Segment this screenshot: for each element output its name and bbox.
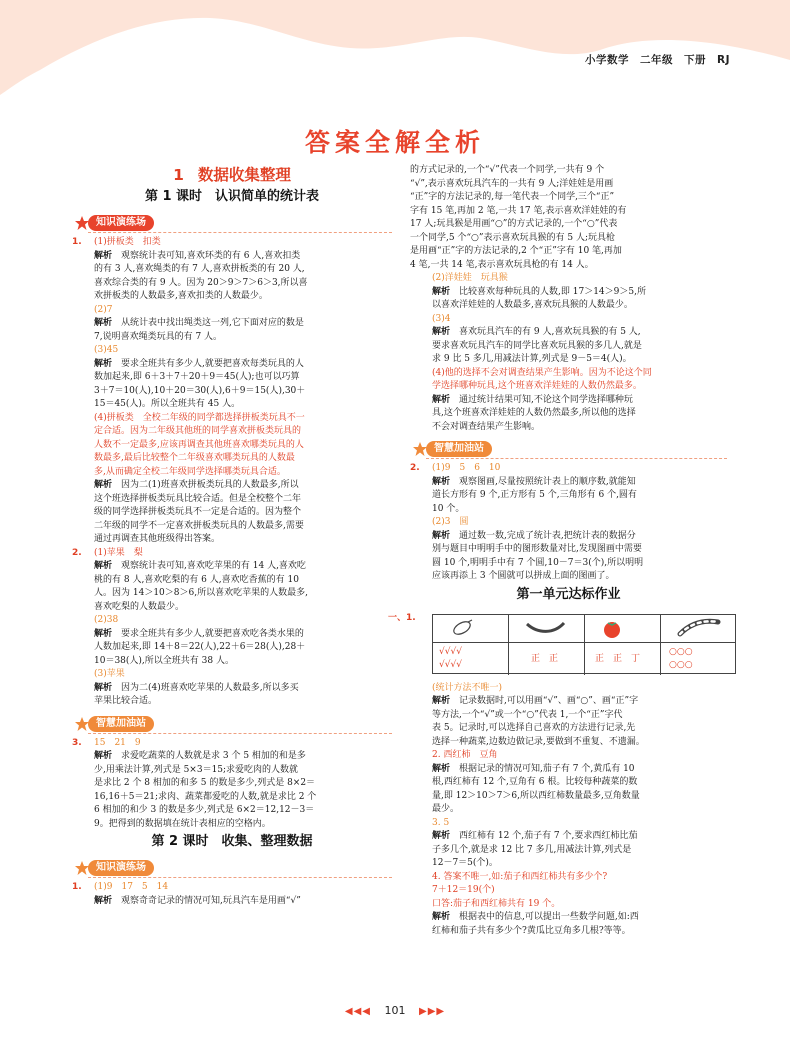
tomato-icon — [600, 618, 646, 640]
eggplant-icon — [448, 618, 494, 640]
body-text: 级的同学选择拼板类玩具不一定是合适的。因为整个 — [94, 507, 302, 517]
body-text: 通过再调查其他班级得出答案。 — [94, 534, 221, 544]
analysis-label: 解析 — [432, 912, 451, 922]
prev-page-arrows: ◀◀◀ — [344, 1006, 371, 1017]
body-text: 二年级的同学不一定喜欢拼板类玩具的人数最多,需要 — [94, 520, 304, 531]
body-text: 一个同学,5 个“○”表示喜欢玩具猴的有 5 人;玩具枪 — [410, 232, 615, 243]
text-line — [410, 462, 727, 476]
analysis-label: 解析 — [94, 628, 113, 639]
badge-label: 知识演练场 — [88, 860, 154, 876]
text-line — [72, 317, 392, 331]
text-line — [410, 367, 727, 381]
text-line — [410, 682, 727, 696]
body-text: 要求喜欢玩具汽车的同学比喜欢玩具猴的多几人,就是 — [432, 340, 642, 351]
body-text: 人数加起来,即 14＋8＝22(人),22＋6＝28(人),28＋ — [94, 642, 306, 652]
analysis-text: 记录数据时,可以用画“√”、画“○”、画“正”字 — [459, 696, 639, 706]
body-text: 数最多,最后比较整个二年级喜欢哪类玩具的人数最 — [94, 453, 295, 463]
section-badge — [412, 438, 727, 460]
unit-number: 1 — [173, 166, 184, 184]
analysis-text: 西红柿有 12 个,茄子有 7 个,要求西红柿比茄 — [459, 831, 638, 841]
analysis-text: 根据记录的情况可知,茄子有 7 个,黄瓜有 10 — [459, 763, 635, 774]
text-line — [72, 385, 392, 399]
badge-label: 智慧加油站 — [88, 716, 154, 732]
text-line — [72, 412, 392, 426]
text-line — [72, 304, 392, 318]
text-line — [410, 898, 727, 912]
text-line — [410, 218, 727, 232]
text-line — [410, 722, 727, 736]
body-text: 别与题目中明明手中的图形数量对比,发现图画中需要 — [432, 544, 642, 554]
analysis-label: 解析 — [432, 394, 451, 405]
text-line — [72, 777, 392, 791]
body-text: 少,用乘法计算,列式是 5×3＝15;求爱吃肉的人数就 — [94, 764, 299, 775]
analysis-text: 喜欢玩具汽车的有 9 人,喜欢玩具猴的有 5 人, — [459, 327, 641, 337]
body-text: 桃的有 8 人,喜欢吃梨的有 6 人,喜欢吃香蕉的有 10 — [94, 574, 299, 585]
badge-label: 知识演练场 — [88, 215, 154, 231]
text-line — [410, 286, 727, 300]
answer-text: (2)38 — [94, 615, 119, 625]
text-line — [410, 503, 727, 517]
body-text: 表 5。记录时,可以选择自己喜欢的方法进行记录,先 — [432, 723, 636, 733]
text-line — [72, 628, 392, 642]
text-line — [72, 764, 392, 778]
analysis-label: 解析 — [432, 286, 451, 297]
text-line — [410, 178, 727, 192]
body-text: 的有 3 人,喜欢绳类的有 7 人,喜欢拼板类的有 20 人, — [94, 264, 305, 274]
text-line — [410, 205, 727, 219]
answer-text: (4)他的选择不会对调查结果产生影响。因为不论这个同 — [432, 367, 652, 378]
analysis-text: 根据表中的信息,可以提出一些数学问题,如:西 — [459, 912, 639, 922]
text-line — [72, 425, 392, 439]
analysis-text: 观察统计表可知,喜欢环类的有 6 人,喜欢扣类 — [121, 250, 301, 261]
text-line — [72, 290, 392, 304]
body-text: 苹果比较合适。 — [94, 696, 158, 706]
analysis-text: 要求全班共有多少人,就要把喜欢吃各类水果的 — [121, 628, 304, 639]
text-line — [410, 340, 727, 354]
text-line — [72, 695, 392, 709]
body-text: 15＝45(人)。所以全班共有 45 人。 — [94, 399, 241, 409]
text-line — [410, 516, 727, 530]
body-text: 红柿和茄子共有多少个?黄瓜比豆角多几根?等等。 — [432, 925, 631, 936]
tally-zheng-3: 正 正 丁 — [595, 653, 641, 664]
text-line — [410, 191, 727, 205]
analysis-label: 解析 — [432, 831, 451, 841]
text-line — [410, 543, 727, 557]
answer-text: 2. 西红柿 豆角 — [432, 750, 498, 760]
text-line — [72, 547, 392, 561]
analysis-text: 要求全班共有多少人,就要把喜欢每类玩具的人 — [121, 358, 304, 369]
body-text: 根,西红柿有 12 个,豆角有 6 根。比较每种蔬菜的数 — [432, 777, 638, 787]
answer-text: (2)3 圆 — [432, 517, 469, 527]
text-line — [410, 326, 727, 340]
text-line — [410, 749, 727, 763]
text-line — [410, 380, 727, 394]
text-line — [72, 682, 392, 696]
body-text: 以喜欢洋娃娃的人数最多,喜欢玩具猴的人数最少。 — [432, 300, 633, 310]
analysis-text: 因为二(1)班喜欢拼板类玩具的人数最多,所以 — [121, 480, 299, 490]
body-text: 这个班选择拼板类玩具比较合适。但是全校整个二年 — [94, 493, 302, 504]
text-line — [410, 817, 727, 831]
question-number: 一、1. — [388, 612, 416, 623]
section-badge — [74, 212, 392, 234]
answer-text: (3)4 — [432, 313, 451, 324]
analysis-label: 解析 — [94, 480, 113, 490]
body-text: 9。把得到的数据填在统计表相应的空格内。 — [94, 818, 271, 829]
unit-heading — [72, 164, 392, 186]
question-number: 3. — [72, 737, 82, 748]
badge-label: 智慧加油站 — [426, 441, 492, 457]
text-line — [72, 655, 392, 669]
text-line — [72, 533, 392, 547]
body-text: 人数不一定最多,应该再调查其他班喜欢哪类玩具的人 — [94, 439, 304, 450]
answer-text: 15 21 9 — [94, 737, 141, 748]
text-line — [410, 570, 727, 584]
lesson-heading: 第 1 课时 认识简单的统计表 — [144, 189, 320, 204]
body-text: “正”字的方法记录的,每一笔代表一个同学,三个“正” — [410, 192, 615, 202]
unit-test-figure — [388, 608, 727, 680]
body-text: 不会对调查结果产生影响。 — [432, 421, 541, 432]
text-line — [72, 398, 392, 412]
body-text: 16,16＋5＝21;求肉、蔬菜都爱吃的人数,就是求比 2 个 — [94, 791, 317, 802]
bean-icon — [676, 618, 722, 640]
analysis-text: 求爱吃蔬菜的人数就是求 3 个 5 相加的和是多 — [121, 751, 306, 761]
answer-text: 口答:茄子和西红柿共有 19 个。 — [432, 898, 561, 909]
body-text: 子多几个,就是求 12 比 7 多几,用减法计算,列式是 — [432, 844, 632, 855]
text-line — [410, 911, 727, 925]
analysis-label: 解析 — [432, 696, 451, 706]
text-line — [410, 557, 727, 571]
text-line — [410, 695, 727, 709]
analysis-text: 通过统计结果可知,不论这个同学选择哪种玩 — [459, 394, 633, 405]
question-number: 1. — [72, 237, 82, 247]
analysis-text: 观察图画,尽量按照统计表上的顺序数,就能知 — [459, 476, 636, 487]
page-number: 101 — [384, 1004, 406, 1017]
right-column — [388, 164, 727, 938]
text-line — [410, 489, 727, 503]
text-line — [72, 668, 392, 682]
body-text: 多,从而确定全校二年级同学选择哪类玩具合适。 — [94, 466, 286, 477]
analysis-label: 解析 — [94, 561, 113, 571]
analysis-label: 解析 — [94, 358, 113, 369]
text-line — [410, 790, 727, 804]
text-line — [72, 331, 392, 345]
analysis-text: 观察统计表可知,喜欢吃苹果的有 14 人,喜欢吃 — [121, 561, 306, 571]
analysis-label: 解析 — [94, 751, 113, 761]
body-text: 等方法,一个“√”或一个“○”代表 1,一个“正”字代 — [432, 709, 623, 720]
text-line — [72, 895, 392, 909]
tally-circles-2: ○○○ — [669, 659, 693, 670]
text-line — [72, 506, 392, 520]
text-line — [72, 818, 392, 832]
analysis-label: 解析 — [94, 895, 113, 906]
text-line — [72, 250, 392, 264]
text-line — [72, 587, 392, 601]
tally-table — [432, 614, 736, 674]
grade-label: 二年级 — [640, 54, 673, 66]
body-text: 求 9 比 5 多几,用减法计算,列式是 9－5＝4(人)。 — [432, 354, 632, 364]
text-line — [72, 479, 392, 493]
text-line — [72, 560, 392, 574]
answer-text: (1)9 17 5 14 — [94, 882, 169, 892]
answer-text: 7＋12＝19(个) — [432, 885, 495, 895]
text-line — [410, 313, 727, 327]
answer-text: 4. 答案不唯一,如:茄子和西红柿共有多少个? — [432, 871, 608, 882]
question-number: 2. — [72, 547, 82, 558]
tally-checks-1: √√√√ — [439, 646, 462, 657]
text-line — [410, 259, 727, 273]
tally-checks-2: √√√√ — [439, 659, 462, 670]
text-line — [72, 371, 392, 385]
text-line — [72, 358, 392, 372]
unit-name: 数据收集整理 — [197, 166, 291, 184]
text-line — [72, 641, 392, 655]
text-line — [72, 520, 392, 534]
text-line — [410, 736, 727, 750]
term-label: 下册 — [684, 54, 706, 66]
text-line — [72, 804, 392, 818]
text-line — [72, 750, 392, 764]
answer-text: (2)洋娃娃 玩具猴 — [432, 273, 508, 283]
analysis-text: 观察奇奇记录的情况可知,玩具汽车是用画“√” — [121, 895, 301, 906]
section-heading: 第一单元达标作业 — [516, 586, 621, 602]
section-badge — [74, 857, 392, 879]
body-text: 道长方形有 9 个,正方形有 5 个,三角形有 6 个,圆有 — [432, 490, 637, 500]
body-text: 最少。 — [432, 804, 460, 814]
body-text: 10＝38(人),所以全班共有 38 人。 — [94, 655, 234, 666]
text-line — [410, 232, 727, 246]
analysis-text: 因为二(4)班喜欢吃苹果的人数最多,所以多买 — [121, 682, 299, 693]
answer-text: (4)拼板类 全校二年级的同学都选择拼板类玩具不一 — [94, 412, 305, 423]
body-text: 选择一种蔬菜,边数边做记录,要做到不重复、不遗漏。 — [432, 736, 645, 747]
question-number: 1. — [72, 882, 82, 892]
answer-text: 3. 5 — [432, 817, 450, 828]
body-text: 3＋7＝10(人),10＋20＝30(人),6＋9＝15(人),30＋ — [94, 385, 306, 396]
text-line — [410, 272, 727, 286]
text-line — [72, 263, 392, 277]
text-line — [72, 344, 392, 358]
body-text: 4 笔,一共 14 笔,表示喜欢玩具枪的有 14 人。 — [410, 259, 594, 270]
text-line — [72, 493, 392, 507]
text-line — [410, 530, 727, 544]
text-line — [72, 439, 392, 453]
body-text: 具,这个班喜欢洋娃娃的人数仍然最多,所以他的选择 — [432, 408, 636, 418]
text-line — [410, 421, 727, 435]
text-line — [410, 164, 727, 178]
question-number: 2. — [410, 463, 420, 473]
body-text: 欢拼板类的人数最多,喜欢扣类的人数最少。 — [94, 291, 268, 301]
text-line — [410, 844, 727, 858]
text-line — [72, 277, 392, 291]
body-text: 10 个。 — [432, 503, 465, 514]
body-text: 的方式记录的,一个“√”代表一个同学,一共有 9 个 — [410, 165, 605, 175]
tally-zheng-2: 正 正 — [531, 653, 559, 664]
analysis-label: 解析 — [432, 476, 451, 487]
body-text: 数加起来,即 6＋3＋7＋20＋9＝45(人);也可以巧算 — [94, 372, 300, 382]
text-line — [410, 857, 727, 871]
text-line — [410, 353, 727, 367]
body-text: 6 相加的和少 3 的数是多少,列式是 6×2＝12,12－3＝ — [94, 805, 315, 815]
text-line — [72, 737, 392, 751]
text-line — [410, 803, 727, 817]
text-line — [72, 791, 392, 805]
text-line — [410, 407, 727, 421]
text-line — [410, 299, 727, 313]
edition-label: RJ — [717, 54, 730, 66]
text-line — [410, 830, 727, 844]
text-line — [72, 614, 392, 628]
text-line — [410, 763, 727, 777]
answer-text: (3)苹果 — [94, 669, 125, 679]
text-line — [72, 881, 392, 895]
text-line — [410, 871, 727, 885]
page-footer — [0, 1004, 790, 1017]
text-line — [410, 884, 727, 898]
body-text: 喜欢综合类的有 9 人。因为 20＞9＞7＞6＞3,所以喜 — [94, 277, 308, 288]
answer-text: (3)45 — [94, 345, 119, 355]
analysis-label: 解析 — [94, 682, 113, 693]
book-info — [574, 52, 730, 67]
analysis-text: 通过数一数,完成了统计表,把统计表的数据分 — [459, 530, 636, 541]
text-line — [410, 245, 727, 259]
body-text: 字有 15 笔,再加 2 笔,一共 17 笔,表示喜欢洋娃娃的有 — [410, 205, 627, 216]
answer-text: (1)拼板类 扣类 — [94, 237, 161, 247]
text-line — [72, 452, 392, 466]
answer-text: (1)9 5 6 10 — [432, 463, 501, 473]
next-page-arrows: ▶▶▶ — [419, 1006, 446, 1017]
analysis-label: 解析 — [432, 530, 451, 541]
text-line — [72, 574, 392, 588]
body-text: 7,说明喜欢绳类玩具的有 7 人。 — [94, 331, 223, 342]
text-line — [410, 925, 727, 939]
page-header — [0, 0, 790, 112]
body-text: 学选择哪种玩具,这个班喜欢洋娃娃的人数仍然最多。 — [432, 381, 642, 391]
body-text: 圆 10 个,明明手中有 7 个圆,10－7＝3(个),所以明明 — [432, 557, 644, 568]
text-line — [410, 394, 727, 408]
left-column — [72, 164, 392, 908]
answer-text: (1)苹果 梨 — [94, 547, 143, 558]
section-badge — [74, 713, 392, 735]
analysis-label: 解析 — [94, 250, 113, 261]
body-text: 是求比 2 个 8 相加的和多 5 的数是多少,列式是 8×2＝ — [94, 778, 316, 788]
text-line — [410, 476, 727, 490]
body-text: 17 人;玩具猴是用画“○”的方式记录的,一个“○”代表 — [410, 219, 618, 229]
text-line — [410, 776, 727, 790]
cucumber-icon — [524, 618, 570, 640]
text-line — [72, 466, 392, 480]
analysis-text: 从统计表中找出绳类这一列,它下面对应的数是 — [121, 318, 304, 328]
body-text: 是用画“正”字的方法记录的,2 个“正”字有 10 笔,再加 — [410, 246, 622, 256]
body-text: 12－7＝5(个)。 — [432, 858, 498, 868]
answer-text: (2)7 — [94, 304, 113, 315]
analysis-label: 解析 — [94, 318, 113, 328]
body-text: “√”,表示喜欢玩具汽车的一共有 9 人;洋娃娃是用画 — [410, 178, 614, 189]
body-text: 喜欢吃梨的人数最少。 — [94, 601, 185, 612]
text-line — [72, 601, 392, 615]
subject-label: 小学数学 — [585, 54, 629, 66]
body-text: 人。因为 14＞10＞8＞6,所以喜欢吃苹果的人数最多, — [94, 588, 308, 598]
body-text: 应该再添上 3 个圆就可以拼成上面的图画了。 — [432, 571, 615, 581]
page-title: 答案全解全析 — [304, 128, 485, 157]
section-heading: 第 2 课时 收集、整理数据 — [151, 834, 313, 849]
analysis-label: 解析 — [432, 327, 451, 337]
body-text: 定合适。因为二年级其他班的同学喜欢拼板类玩具的 — [94, 426, 302, 436]
text-line — [72, 236, 392, 250]
analysis-label: 解析 — [432, 763, 451, 774]
analysis-text: 比较喜欢每种玩具的人数,即 17＞14＞9＞5,所 — [459, 286, 646, 297]
tally-circles-1: ○○○ — [669, 646, 693, 657]
body-text: 量,即 12＞10＞7＞6,所以西红柿数量最多,豆角数量 — [432, 790, 640, 801]
answer-text: (统计方法不唯一) — [432, 682, 503, 693]
text-line — [410, 709, 727, 723]
